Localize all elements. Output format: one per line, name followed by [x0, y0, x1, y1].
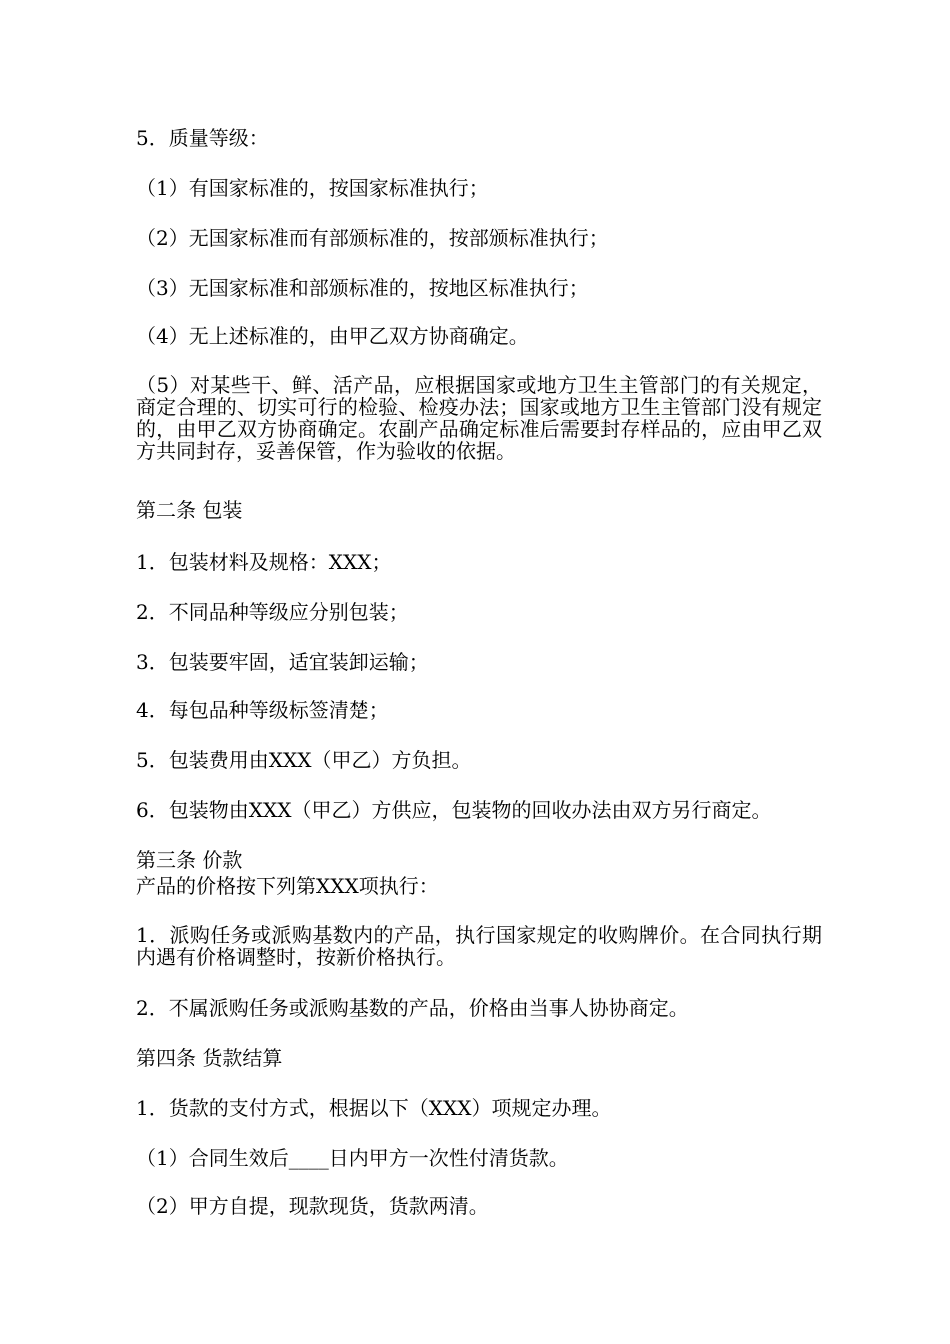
quality-grade-heading: 5．质量等级：: [136, 126, 269, 150]
section-heading-price: 第三条 价款: [136, 848, 243, 872]
paragraph-quota-price: 1．派购任务或派购基数内的产品，执行国家规定的收购牌价。在合同执行期内遇有价格调整时，按新价格执行。: [136, 923, 822, 969]
list-item: （2）甲方自提，现款现货，货款两清。: [136, 1194, 489, 1218]
list-item: （3）无国家标准和部颁标准的，按地区标准执行；: [136, 276, 589, 300]
list-item: 2．不属派购任务或派购基数的产品，价格由当事人协协商定。: [136, 996, 689, 1020]
list-item: （1）合同生效后____日内甲方一次性付清货款。: [136, 1146, 569, 1170]
list-item: 2．不同品种等级应分别包装；: [136, 600, 409, 624]
list-item: 6．包装物由XXX（甲乙）方供应，包装物的回收办法由双方另行商定。: [136, 798, 772, 822]
paragraph-fresh-products: （5）对某些干、鲜、活产品，应根据国家或地方卫生主管部门的有关规定，商定合理的、切实可行的检验、检疫办法；国家或地方卫生主管部门没有规定的，由甲乙双方协商确定。农副产品确定标准后需要封存样品的，应由甲乙双方共同封存，妥善保管，作为验收的依据。: [136, 373, 822, 463]
list-item: （4）无上述标准的，由甲乙双方协商确定。: [136, 324, 529, 348]
list-item: 5．包装费用由XXX（甲乙）方负担。: [136, 748, 472, 772]
list-item: 1．货款的支付方式，根据以下（XXX）项规定办理。: [136, 1096, 612, 1120]
list-item: （1）有国家标准的，按国家标准执行；: [136, 176, 489, 200]
price-intro: 产品的价格按下列第XXX项执行：: [136, 874, 439, 898]
list-item: （2）无国家标准而有部颁标准的，按部颁标准执行；: [136, 226, 609, 250]
section-heading-packaging: 第二条 包装: [136, 498, 243, 522]
list-item: 3．包装要牢固，适宜装卸运输；: [136, 650, 429, 674]
section-heading-settlement: 第四条 货款结算: [136, 1046, 283, 1070]
list-item: 4．每包品种等级标签清楚；: [136, 698, 389, 722]
list-item: 1．包装材料及规格：XXX；: [136, 550, 392, 574]
